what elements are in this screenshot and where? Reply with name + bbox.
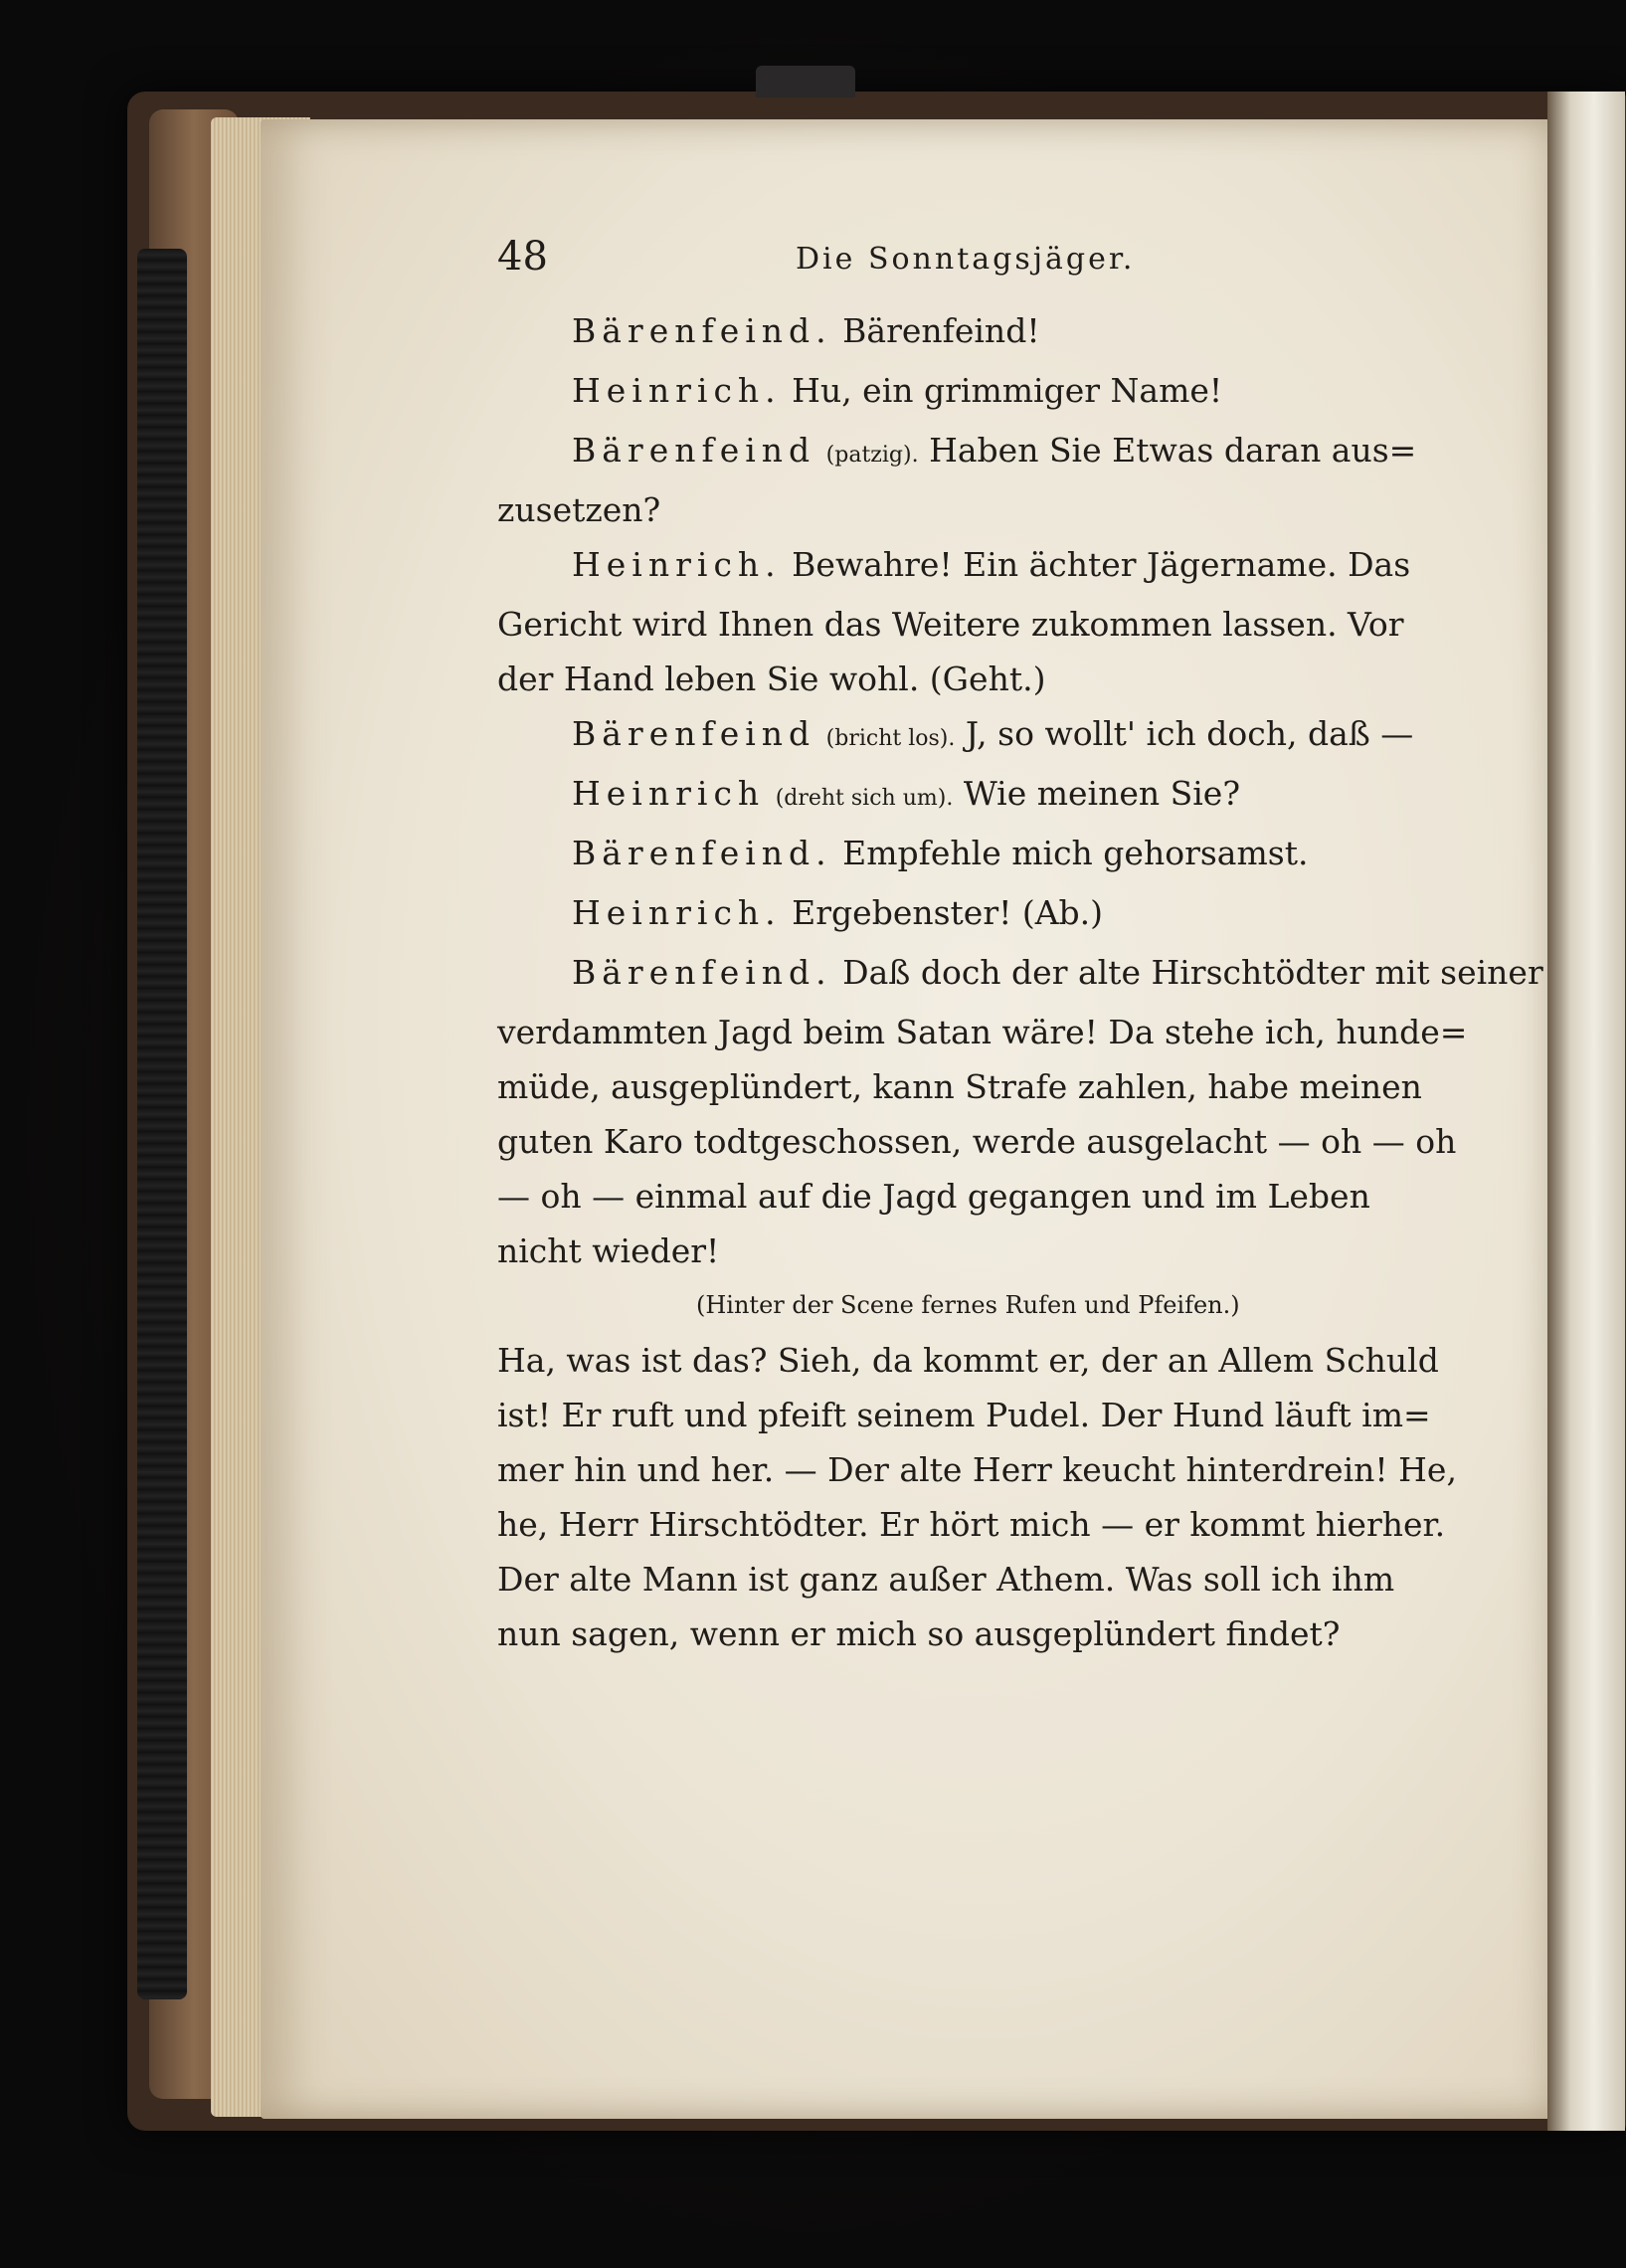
dialogue-line: nicht wieder!: [497, 1231, 720, 1270]
closing-line: mer hin und her. — Der alte Herr keucht hinterdrein! He,: [497, 1450, 1457, 1489]
dialogue-line: — oh — einmal auf die Jagd gegangen und im Leben: [497, 1177, 1370, 1216]
closing-line: Ha, was ist das? Sieh, da kommt er, der an Allem Schuld: [497, 1341, 1439, 1380]
page-header: [497, 234, 1492, 303]
dialogue-line: Bärenfeind. Empfehle mich gehorsamst.: [572, 834, 1309, 872]
dialogue-line: Bärenfeind (patzig). Haben Sie Etwas daran aus=: [572, 431, 1417, 470]
book-clasp: [756, 66, 855, 97]
dialogue-line: Bärenfeind (bricht los). J, so wollt' ich doch, daß —: [572, 714, 1414, 753]
dialogue-line: Heinrich. Hu, ein grimmiger Name!: [572, 371, 1223, 410]
closing-line: Der alte Mann ist ganz außer Athem. Was soll ich ihm: [497, 1560, 1395, 1599]
dialogue-line: Bärenfeind. Daß doch der alte Hirschtödter mit seiner: [572, 953, 1543, 992]
stage-direction: (Hinter der Scene fernes Rufen und Pfeifen.): [696, 1291, 1240, 1319]
dialogue-line: Gericht wird Ihnen das Weitere zukommen lassen. Vor: [497, 605, 1404, 644]
dialogue-line: Heinrich. Ergebenster! (Ab.): [572, 893, 1104, 932]
dialogue-line: verdammten Jagd beim Satan wäre! Da stehe ich, hunde=: [497, 1013, 1468, 1051]
running-title: Die Sonntagsjäger.: [796, 242, 1136, 277]
page-number: 48: [497, 234, 548, 280]
dialogue-line: müde, ausgeplündert, kann Strafe zahlen, habe meinen: [497, 1067, 1422, 1106]
dialogue-line: guten Karo todtgeschossen, werde ausgelacht — oh — oh: [497, 1122, 1457, 1161]
dialogue-line: Bärenfeind. Bärenfeind!: [572, 311, 1040, 350]
facing-page-edge: [1547, 92, 1625, 2131]
closing-line: ist! Er ruft und pfeift seinem Pudel. Der Hund läuft im=: [497, 1396, 1431, 1434]
closing-line: nun sagen, wenn er mich so ausgeplündert findet?: [497, 1614, 1341, 1653]
dialogue-line: zusetzen?: [497, 490, 661, 529]
book-spine: [137, 249, 187, 1999]
dialogue-line: der Hand leben Sie wohl. (Geht.): [497, 660, 1046, 698]
dialogue-line: Heinrich. Bewahre! Ein ächter Jägername. Das: [572, 545, 1411, 584]
closing-line: he, Herr Hirschtödter. Er hört mich — er kommt hierher.: [497, 1505, 1446, 1544]
dialogue-line: Heinrich (dreht sich um). Wie meinen Sie?: [572, 774, 1241, 813]
page-text: [497, 234, 1543, 1661]
